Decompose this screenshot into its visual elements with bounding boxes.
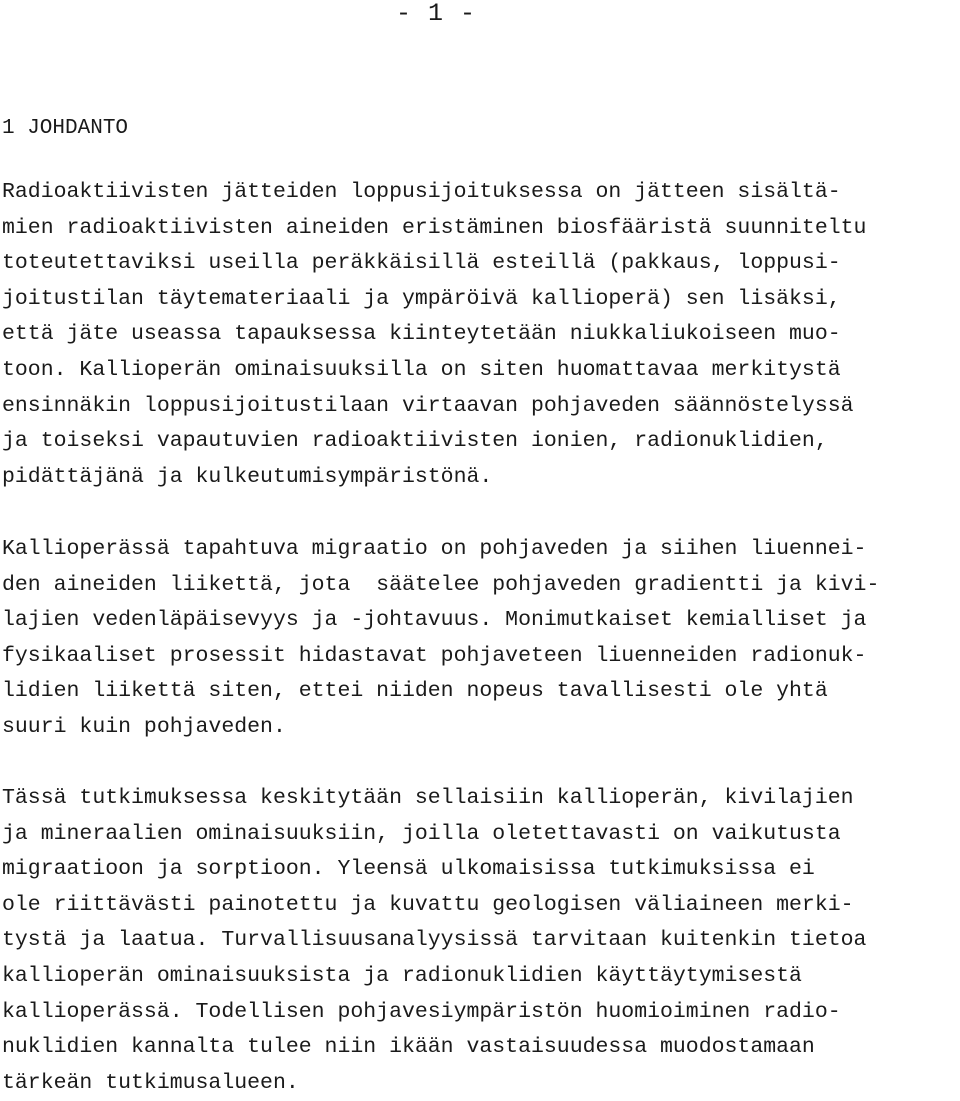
section-heading: 1 JOHDANTO [2,117,129,140]
paragraph-introduction [2,175,866,495]
paragraph-study-focus [2,781,866,1101]
text-line: nuklidien kannalta tulee niin ikään vastaisuudessa muodostamaan [2,1035,815,1060]
text-line: toon. Kallioperän ominaisuuksilla on siten huomattavaa merkitystä [2,357,841,382]
text-line: den aineiden liikettä, jota säätelee pohjaveden gradientti ja kivi- [2,572,880,597]
text-line: mien radioaktiivisten aineiden eristäminen biosfääristä suunniteltu [2,215,867,240]
text-line: Radioaktiivisten jätteiden loppusijoituksessa on jätteen sisältä- [2,180,841,204]
text-line: ole riittävästi painotettu ja kuvattu geologisen väliaineen merki- [2,892,854,917]
text-line: tystä ja laatua. Turvallisuusanalyysissä tarvitaan kuitenkin tietoa [2,928,867,953]
text-line: suuri kuin pohjaveden. [2,714,286,739]
text-line: kallioperässä. Todellisen pohjavesiympäristön huomioiminen radio- [2,999,841,1024]
page-number: - 1 - [396,0,477,28]
text-line: että jäte useassa tapauksessa kiinteytetään niukkaliukoiseen muo- [2,322,841,347]
text-line: lajien vedenläpäisevyys ja -johtavuus. Monimutkaiset kemialliset ja [2,608,867,633]
paragraph-migration [2,532,879,746]
text-line: tärkeän tutkimusalueen. [2,1070,299,1095]
text-line: Kallioperässä tapahtuva migraatio on pohjaveden ja siihen liuennei- [2,537,867,561]
text-line: migraatioon ja sorptioon. Yleensä ulkomaisissa tutkimuksissa ei [2,857,815,882]
text-line: ja mineraalien ominaisuuksiin, joilla oletettavasti on vaikutusta [2,821,841,846]
text-line: Tässä tutkimuksessa keskitytään sellaisiin kallioperän, kivilajien [2,786,854,810]
text-line: ja toiseksi vapautuvien radioaktiivisten ionien, radionuklidien, [2,429,828,454]
text-line: fysikaaliset prosessit hidastavat pohjaveteen liuenneiden radionuk- [2,643,867,668]
text-line: joitustilan täytemateriaali ja ympäröivä kallioperä) sen lisäksi, [2,286,841,311]
text-line: toteutettaviksi useilla peräkkäisillä esteillä (pakkaus, loppusi- [2,251,841,276]
text-line: pidättäjänä ja kulkeutumisympäristönä. [2,464,493,489]
text-line: lidien liikettä siten, ettei niiden nopeus tavallisesti ole yhtä [2,679,828,704]
text-line: kallioperän ominaisuuksista ja radionuklidien käyttäytymisestä [2,963,802,988]
text-line: ensinnäkin loppusijoitustilaan virtaavan pohjaveden säännöstelyssä [2,393,854,418]
